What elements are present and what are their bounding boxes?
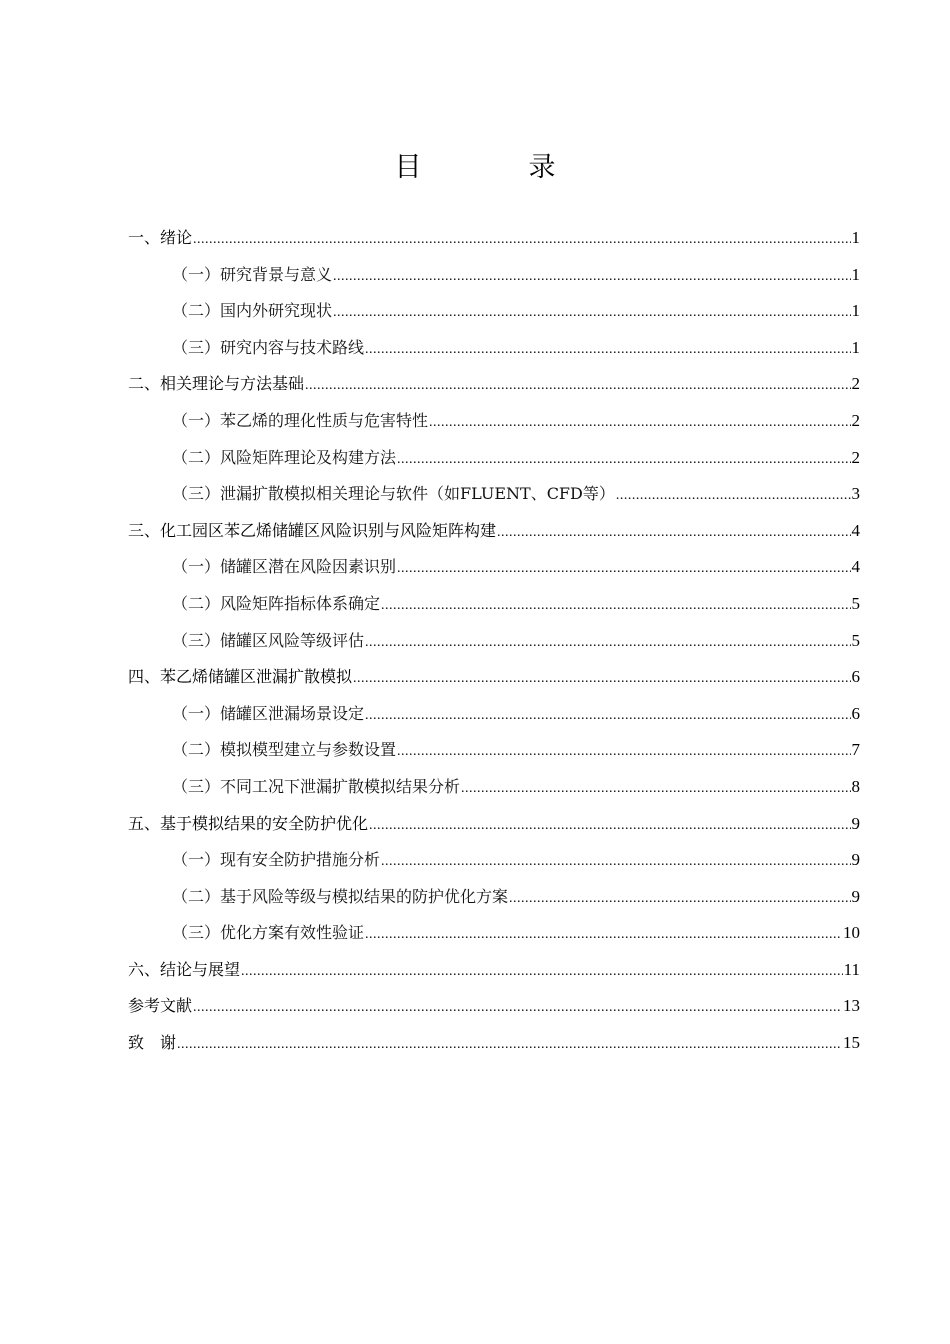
toc-title: 目 录 bbox=[394, 152, 596, 183]
toc-page-number: 8 bbox=[851, 776, 860, 796]
toc-dot-leader bbox=[429, 405, 850, 442]
toc-page-number: 1 bbox=[851, 228, 860, 247]
toc-section-entry[interactable] bbox=[128, 476, 860, 513]
toc-section-entry[interactable] bbox=[128, 549, 860, 586]
toc-dot-leader bbox=[365, 698, 850, 735]
toc-page-number: 6 bbox=[851, 703, 860, 723]
toc-section-entry[interactable] bbox=[128, 403, 860, 440]
toc-chapter-entry[interactable] bbox=[128, 513, 860, 550]
toc-dot-leader bbox=[381, 588, 850, 625]
toc-section-entry[interactable] bbox=[128, 915, 860, 952]
toc-dot-leader bbox=[365, 332, 850, 369]
toc-dot-leader bbox=[369, 808, 850, 845]
toc-page-number: 6 bbox=[851, 667, 860, 687]
toc-page-number: 1 bbox=[851, 337, 860, 357]
toc-page-number: 1 bbox=[851, 264, 860, 284]
toc-section-entry[interactable] bbox=[128, 696, 860, 733]
toc-page-number: 15 bbox=[843, 1033, 860, 1053]
toc-page-number: 4 bbox=[851, 520, 860, 540]
toc-entry-title: （一）研究背景与意义 bbox=[172, 264, 333, 284]
toc-entry-title: （三）不同工况下泄漏扩散模拟结果分析 bbox=[172, 776, 461, 796]
toc-section-entry[interactable] bbox=[128, 586, 860, 623]
toc-entry-title: （二）模拟模型建立与参数设置 bbox=[172, 740, 397, 760]
toc-dot-leader bbox=[509, 881, 850, 918]
toc-section-entry[interactable] bbox=[128, 330, 860, 367]
toc-dot-leader bbox=[177, 1027, 842, 1064]
toc-entry-title: （一）储罐区泄漏场景设定 bbox=[172, 703, 365, 723]
toc-dot-leader bbox=[497, 515, 850, 552]
toc-dot-leader bbox=[397, 442, 850, 479]
toc-page-number: 13 bbox=[843, 996, 860, 1016]
toc-page-number: 2 bbox=[851, 447, 860, 467]
toc-dot-leader bbox=[616, 478, 851, 515]
toc-chapter-entry[interactable] bbox=[128, 988, 860, 1025]
toc-dot-leader bbox=[461, 771, 850, 808]
toc-entry-title: （三）储罐区风险等级评估 bbox=[172, 630, 365, 650]
toc-entry-title: 四、苯乙烯储罐区泄漏扩散模拟 bbox=[128, 667, 353, 687]
toc-chapter-entry[interactable] bbox=[128, 1025, 860, 1062]
toc-entry-title: 参考文献 bbox=[128, 996, 193, 1016]
toc-dot-leader bbox=[333, 259, 850, 296]
toc-section-entry[interactable] bbox=[128, 257, 860, 294]
toc-page-number: 5 bbox=[851, 593, 860, 613]
toc-section-entry[interactable] bbox=[128, 842, 860, 879]
toc-entry-title: 二、相关理论与方法基础 bbox=[128, 374, 305, 394]
toc-entry-title: 三、化工园区苯乙烯储罐区风险识别与风险矩阵构建 bbox=[128, 520, 497, 540]
toc-entry-title: （二）基于风险等级与模拟结果的防护优化方案 bbox=[172, 886, 509, 906]
toc-entry-title: （一）现有安全防护措施分析 bbox=[172, 850, 381, 870]
toc-page-number: 1 bbox=[851, 301, 860, 321]
toc-entry-title: （二）风险矩阵理论及构建方法 bbox=[172, 447, 397, 467]
toc-entry-title: 一、绪论 bbox=[128, 228, 193, 247]
toc-dot-leader bbox=[193, 990, 842, 1027]
toc-dot-leader bbox=[241, 954, 843, 991]
toc-dot-leader bbox=[397, 734, 850, 771]
toc-page-number: 9 bbox=[851, 813, 860, 833]
toc-dot-leader bbox=[397, 551, 850, 588]
toc-entry-title: 五、基于模拟结果的安全防护优化 bbox=[128, 813, 369, 833]
toc-chapter-entry[interactable] bbox=[128, 952, 860, 989]
toc-entry-title: （一）储罐区潜在风险因素识别 bbox=[172, 557, 397, 577]
toc-dot-leader bbox=[193, 222, 850, 259]
toc-page-number: 2 bbox=[851, 374, 860, 394]
toc-page-number: 5 bbox=[851, 630, 860, 650]
toc-chapter-entry[interactable] bbox=[128, 220, 860, 257]
toc-dot-leader bbox=[305, 368, 850, 405]
toc-entry-title: （三）优化方案有效性验证 bbox=[172, 923, 365, 943]
toc-section-entry[interactable] bbox=[128, 293, 860, 330]
toc-section-entry[interactable] bbox=[128, 879, 860, 916]
toc-section-entry[interactable] bbox=[128, 623, 860, 660]
toc-dot-leader bbox=[353, 661, 850, 698]
toc-entry-title: （二）国内外研究现状 bbox=[172, 301, 333, 321]
toc-page-number: 3 bbox=[851, 484, 860, 504]
toc-dot-leader bbox=[365, 625, 850, 662]
toc-chapter-entry[interactable] bbox=[128, 806, 860, 843]
toc-section-entry[interactable] bbox=[128, 440, 860, 477]
toc-page-number: 4 bbox=[851, 557, 860, 577]
toc-chapter-entry[interactable] bbox=[128, 366, 860, 403]
toc-dot-leader bbox=[333, 295, 850, 332]
toc-entry-title: （三）研究内容与技术路线 bbox=[172, 337, 365, 357]
toc-dot-leader bbox=[381, 844, 850, 881]
toc-entry-title: 致 谢 bbox=[128, 1033, 177, 1053]
toc-page-number: 9 bbox=[851, 850, 860, 870]
toc-page-number: 9 bbox=[851, 886, 860, 906]
toc-entry-title: 六、结论与展望 bbox=[128, 959, 241, 979]
toc-page-number: 11 bbox=[843, 959, 860, 979]
toc-page-number: 2 bbox=[851, 410, 860, 430]
toc-page-number: 10 bbox=[843, 923, 860, 943]
toc-section-entry[interactable] bbox=[128, 769, 860, 806]
toc-entry-title: （一）苯乙烯的理化性质与危害特性 bbox=[172, 410, 429, 430]
toc-section-entry[interactable] bbox=[128, 732, 860, 769]
toc-dot-leader bbox=[365, 917, 842, 954]
toc-chapter-entry[interactable] bbox=[128, 659, 860, 696]
toc-page-number: 7 bbox=[851, 740, 860, 760]
toc-entry-title: （三）泄漏扩散模拟相关理论与软件（如FLUENT、CFD等） bbox=[172, 484, 615, 504]
toc-entry-title: （二）风险矩阵指标体系确定 bbox=[172, 593, 381, 613]
table-of-contents bbox=[128, 220, 860, 1062]
